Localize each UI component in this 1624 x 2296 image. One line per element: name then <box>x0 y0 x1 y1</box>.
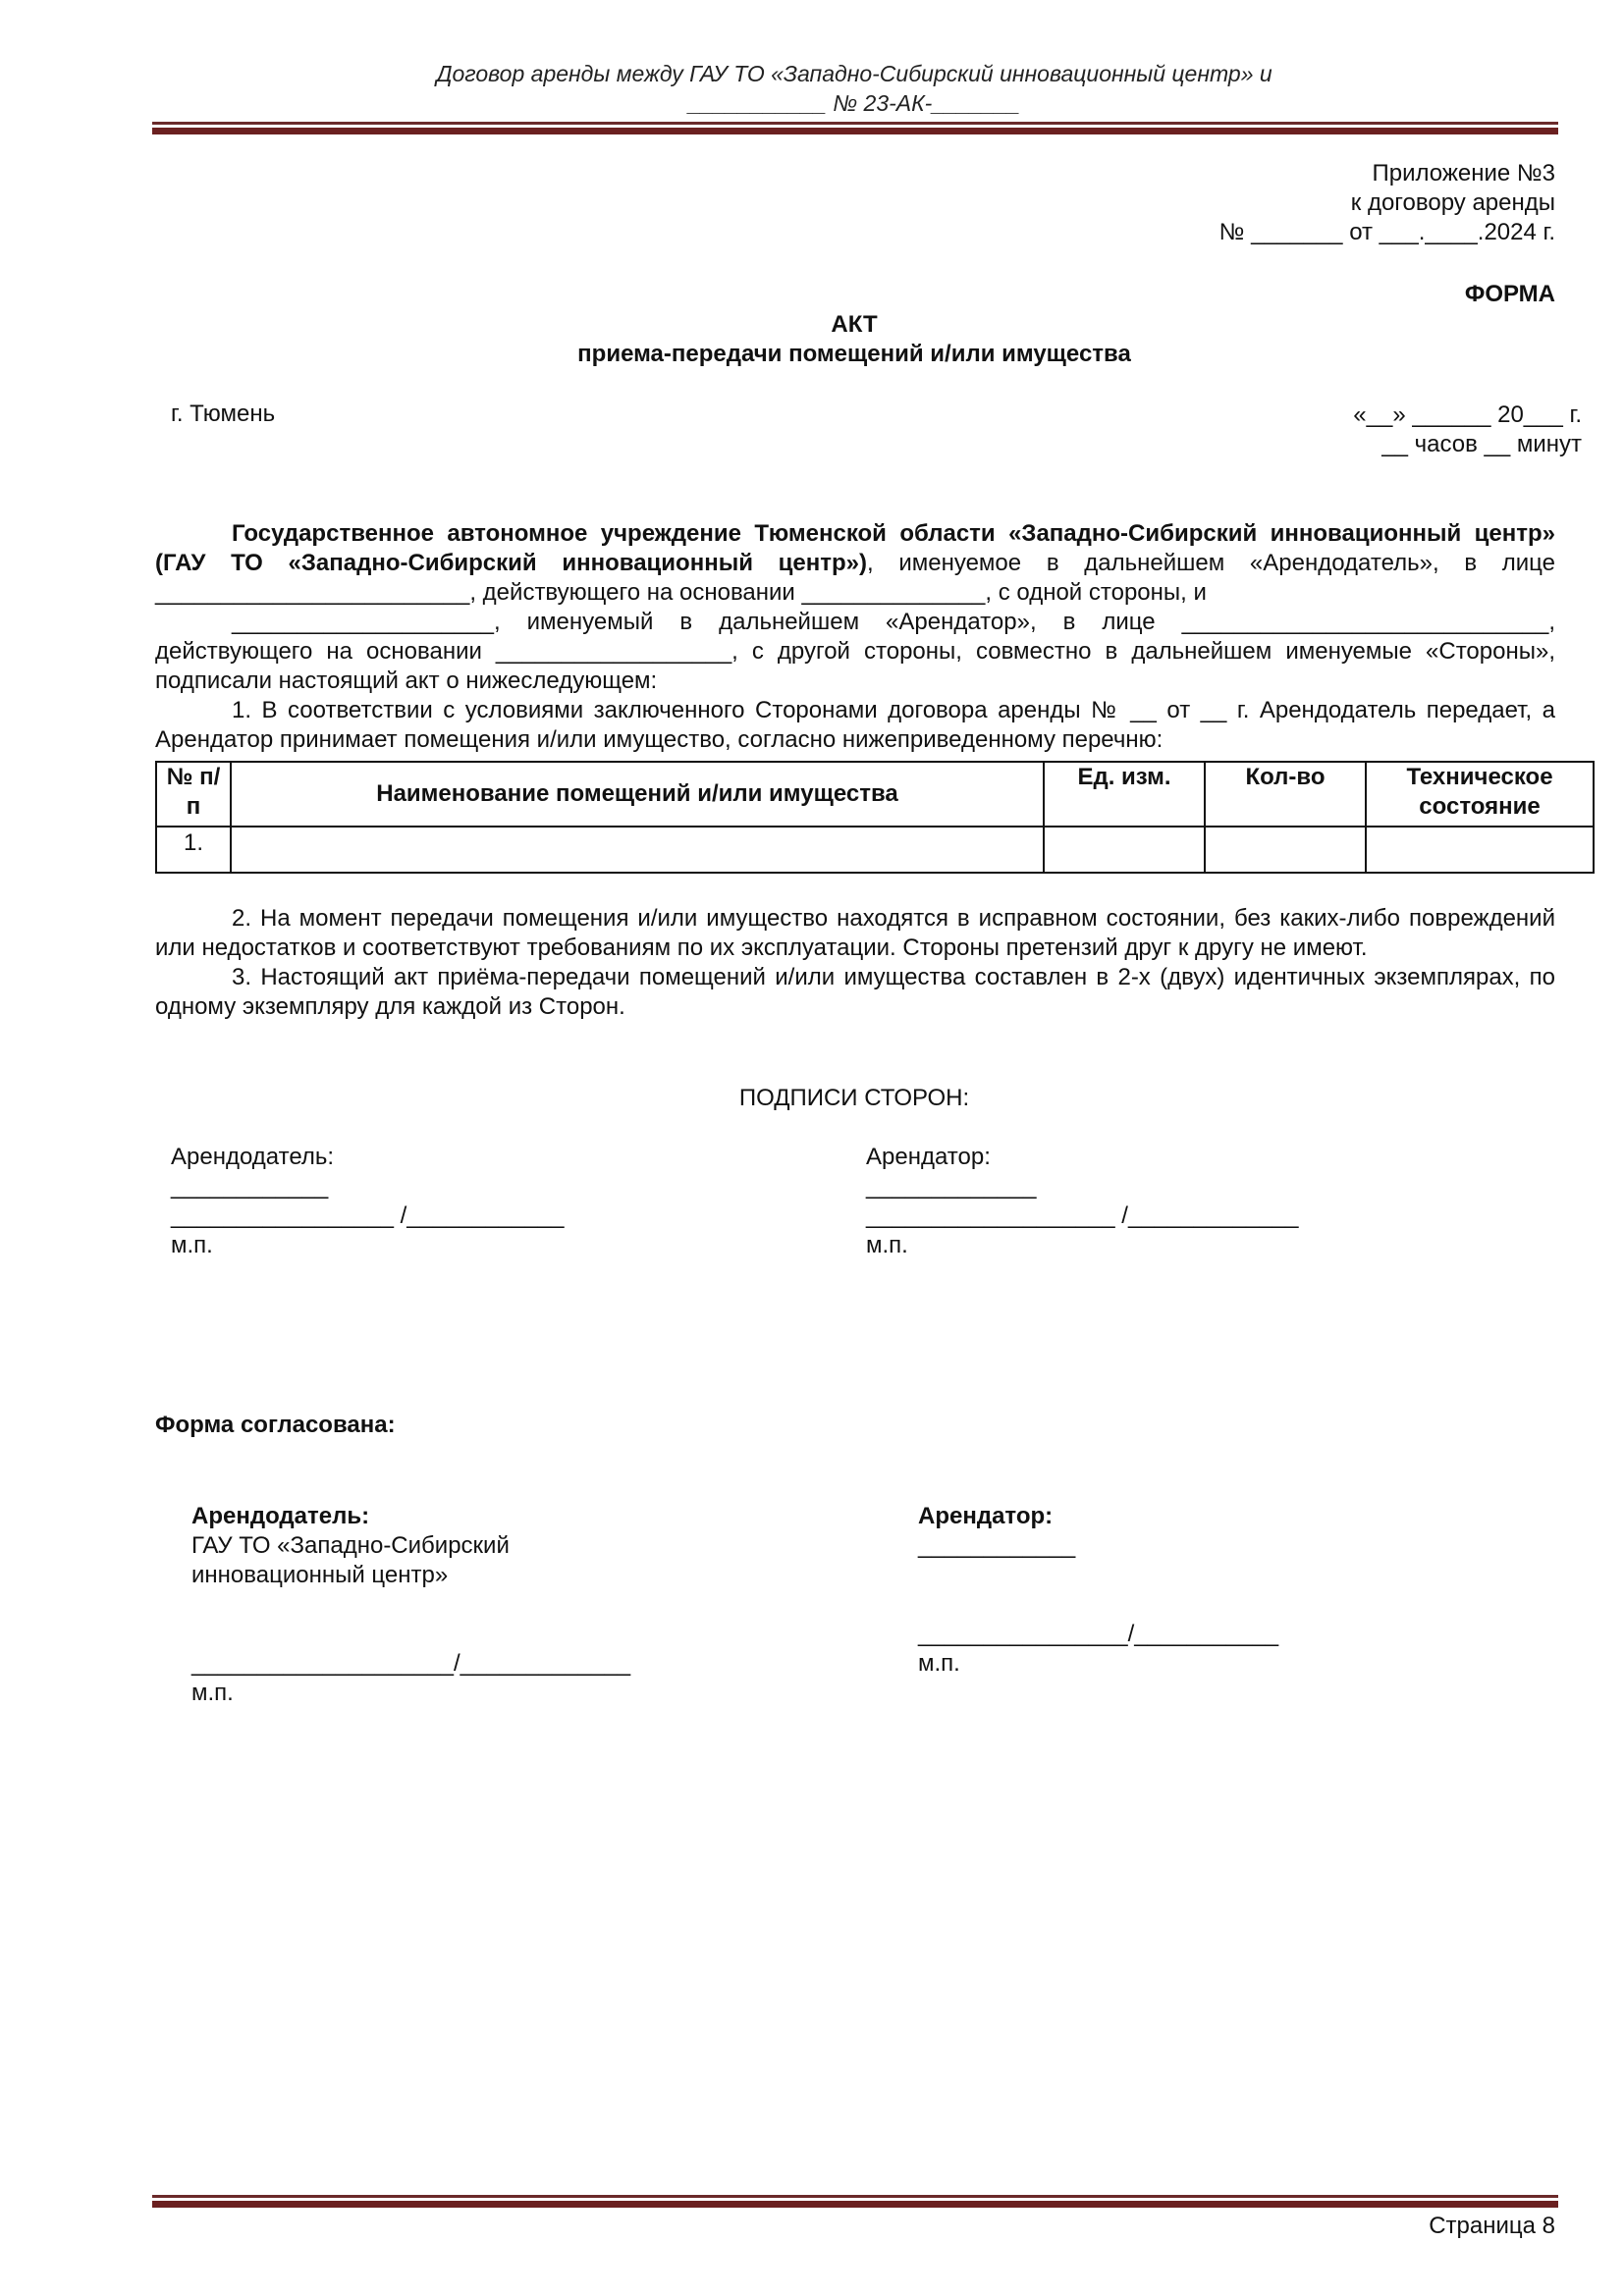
item-3: 3. Настоящий акт приёма-передачи помещений и/или имущества составлен в 2-х (двух) идентичных экземплярах, по одному экземпляру для каждой из Сторон. <box>155 964 1555 1020</box>
tenant-label: Арендатор: <box>866 1144 991 1170</box>
approved-tenant <box>918 1502 1278 1679</box>
tenant-text: ____________________, именуемый в дальнейшем «Арендатор», в лице ____________________________, действующего на основании __________________, с другой стороны, совместно в дальнейшем именуемые «Стороны», подписали настоящий акт о нижеследующем: <box>155 609 1555 694</box>
cell-number: 1. <box>156 827 231 873</box>
approved-tenant-stamp: м.п. <box>918 1650 960 1677</box>
approved-landlord-label: Арендодатель: <box>191 1503 370 1529</box>
running-header <box>0 59 1624 118</box>
cell-condition <box>1366 827 1594 873</box>
header-divider <box>152 122 1558 125</box>
table-header-row <box>156 762 1594 827</box>
approved-landlord-org-2: инновационный центр» <box>191 1562 449 1588</box>
appendix-line-2: к договору аренды <box>1350 189 1555 216</box>
footer-divider <box>152 2195 1558 2198</box>
tenant-signature <box>866 1143 1298 1260</box>
tenant-line-1: _____________ <box>866 1173 1037 1200</box>
header-divider-thick <box>152 128 1558 134</box>
table-row <box>156 827 1594 873</box>
approved-landlord-stamp: м.п. <box>191 1680 234 1706</box>
doc-title: АКТ <box>831 311 878 338</box>
time-line: __ часов __ минут <box>1381 431 1582 457</box>
doc-subtitle: приема-передачи помещений и/или имущества <box>577 341 1131 367</box>
item-2: 2. На момент передачи помещения и/или имущество находятся в исправном состоянии, без каких-либо повреждений или недостатков и соответствуют требованиям по их эксплуатации. Стороны претензий друг к другу не имеют. <box>155 905 1555 961</box>
col-condition: Техническое состояние <box>1366 762 1594 827</box>
col-qty: Кол-во <box>1205 762 1366 827</box>
landlord-label: Арендодатель: <box>171 1144 335 1170</box>
cell-name <box>231 827 1044 873</box>
intro-paragraph <box>155 519 1555 755</box>
landlord-signature <box>171 1143 564 1260</box>
approved-tenant-line-1: ____________ <box>918 1532 1076 1559</box>
signatures-title: ПОДПИСИ СТОРОН: <box>738 1085 970 1111</box>
approved-title: Форма согласована: <box>155 1412 396 1438</box>
date-block <box>1353 400 1582 459</box>
landlord-line-1: ____________ <box>171 1173 329 1200</box>
property-table <box>155 761 1595 874</box>
approved-landlord <box>191 1502 630 1708</box>
col-name: Наименование помещений и/или имущества <box>231 762 1044 827</box>
approved-landlord-line: ____________________/_____________ <box>191 1650 631 1677</box>
approved-tenant-label: Арендатор: <box>918 1503 1054 1529</box>
tenant-stamp: м.п. <box>866 1232 908 1258</box>
cell-qty <box>1205 827 1366 873</box>
landlord-line-2: _________________ /____________ <box>171 1202 565 1229</box>
tenant-line-2: ___________________ /_____________ <box>866 1202 1299 1229</box>
footer-divider-thick <box>152 2201 1558 2208</box>
date-line: «__» ______ 20___ г. <box>1353 401 1582 428</box>
forma-label: ФОРМА <box>1464 281 1555 307</box>
page-number: Страница 8 <box>1429 2213 1555 2239</box>
place: г. Тюмень <box>171 400 276 427</box>
appendix-line-1: Приложение №3 <box>1372 160 1555 187</box>
landlord-name: Государственное автономное учреждение Тюменской области «Западно-Сибирский инновационный центр» (ГАУ ТО «Западно-Сибирский инновационный центр») <box>155 520 1555 576</box>
col-number: № п/п <box>156 762 231 827</box>
intro-text: , именуемое в дальнейшем «Арендодатель», в лице ________________________, действующего на основании ______________, с одной стороны, и <box>155 550 1555 606</box>
approved-tenant-line-2: ________________/___________ <box>918 1621 1279 1647</box>
item-1: 1. В соответствии с условиями заключенного Сторонами договора аренды № __ от __ г. Арендодатель передает, а Арендатор принимает помещения и/или имущество, согласно нижеприведенному перечню: <box>155 697 1555 753</box>
header-line-1: Договор аренды между ГАУ ТО «Западно-Сибирский инновационный центр» и <box>436 61 1272 86</box>
header-line-2: ___________ № 23-АК-_______ <box>688 90 1020 116</box>
col-unit: Ед. изм. <box>1044 762 1205 827</box>
terms-paragraphs <box>155 904 1555 1022</box>
appendix-block <box>1219 159 1555 247</box>
approved-landlord-org-1: ГАУ ТО «Западно-Сибирский <box>191 1532 510 1559</box>
appendix-line-3: № _______ от ___.____.2024 г. <box>1218 219 1555 245</box>
landlord-stamp: м.п. <box>171 1232 213 1258</box>
cell-unit <box>1044 827 1205 873</box>
